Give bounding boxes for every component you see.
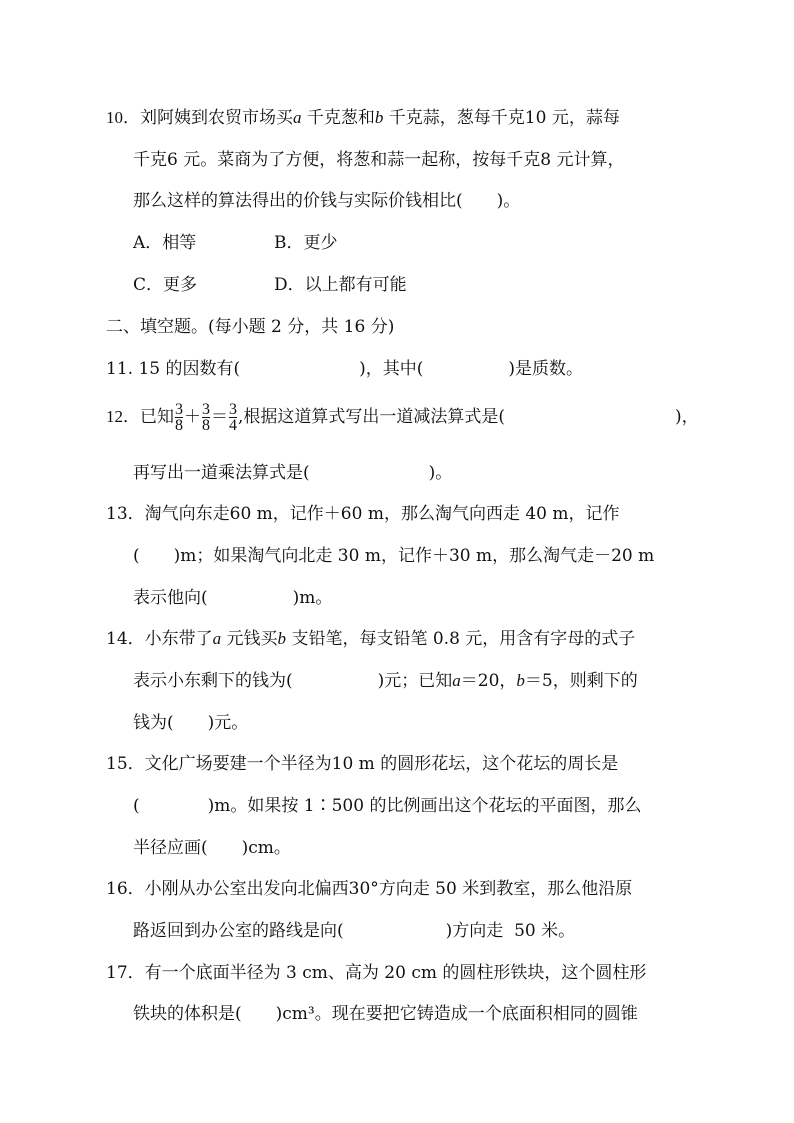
variable-b: b	[374, 108, 384, 127]
q15-line1: 15．文化广场要建一个半径为10 m 的圆形花坛，这个花坛的周长是	[106, 754, 619, 774]
variable-a: a	[293, 108, 302, 127]
denominator: 4	[229, 417, 237, 434]
q14-line3: 钱为( )元。	[133, 713, 249, 733]
q10-option-b: B．更少	[274, 233, 338, 253]
variable-a: a	[452, 671, 461, 690]
q10-text: 千克蒜，葱每千克10 元，蒜每	[383, 108, 620, 128]
q15-line2: ( )m。如果按 1∶500 的比例画出这个花坛的平面图，那么	[133, 796, 642, 816]
numerator: 3	[202, 401, 210, 418]
q13-line1: 13．淘气向东走60 m，记作＋60 m，那么淘气向西走 40 m，记作	[106, 504, 620, 524]
q10-text: 刘阿姨到农贸市场买	[140, 108, 293, 128]
q17-line2: 铁块的体积是( )cm³。现在要把它铸造成一个底面积相同的圆锥	[133, 1004, 638, 1024]
variable-a: a	[212, 629, 222, 648]
q11-line: 11. 15 的因数有( )，其中( )是质数。	[106, 359, 584, 379]
question-number: 12．	[106, 407, 140, 426]
q14-text: 元钱买	[221, 629, 278, 649]
q14-text: 14．小东带了	[106, 629, 213, 649]
q12-line2: 再写出一道乘法算式是( )。	[133, 463, 453, 483]
q10-line1	[106, 106, 620, 130]
q14-text: 表示小东剩下的钱为( )元；已知	[133, 671, 453, 691]
q12-text: 已知	[140, 407, 174, 427]
q13-line2: ( )m；如果淘气向北走 30 m，记作＋30 m，那么淘气走－20 m	[133, 546, 655, 566]
denominator: 8	[175, 417, 183, 434]
q12-text: ,根据这道算式写出一道减法算式是( )，	[238, 407, 699, 427]
fraction	[175, 402, 183, 433]
q10-option-d: D．以上都有可能	[274, 275, 407, 295]
fraction	[229, 402, 237, 433]
q10-line2: 千克6 元。菜商为了方便，将葱和蒜一起称，按每千克8 元计算，	[133, 150, 625, 170]
q15-line3: 半径应画( )cm。	[133, 838, 291, 858]
q10-line3: 那么这样的算法得出的价钱与实际价钱相比( )。	[133, 191, 521, 211]
q14-line2	[133, 669, 638, 693]
numerator: 3	[229, 401, 237, 418]
q16-line2: 路返回到办公室的路线是向( )方向走 50 米。	[133, 921, 576, 941]
section-heading: 二、填空题。(每小题 2 分，共 16 分)	[106, 317, 395, 337]
variable-b: b	[516, 671, 525, 690]
q10-text: 千克葱和	[301, 108, 375, 128]
q17-line1: 17．有一个底面半径为 3 cm、高为 20 cm 的圆柱形铁块，这个圆柱形	[106, 963, 647, 983]
q16-line1: 16．小刚从办公室出发向北偏西30°方向走 50 米到教室，那么他沿原	[106, 879, 633, 899]
q10-option-c: C．更多	[133, 275, 198, 295]
q14-text: ＝20，	[460, 671, 517, 691]
q14-text: 支铅笔，每支铅笔 0.8 元，用含有字母的式子	[286, 629, 636, 649]
fraction	[202, 402, 210, 433]
denominator: 8	[202, 417, 210, 434]
q12-line1	[106, 397, 699, 437]
q13-line3: 表示他向( )m。	[133, 588, 333, 608]
q14-text: ＝5，则剩下的	[524, 671, 638, 691]
q10-option-a: A．相等	[133, 233, 197, 253]
q14-line1	[106, 627, 635, 651]
plus-sign: ＋	[184, 407, 201, 427]
numerator: 3	[175, 401, 183, 418]
variable-b: b	[277, 629, 287, 648]
equals-sign: ＝	[211, 407, 228, 427]
question-number: 10．	[106, 108, 140, 127]
